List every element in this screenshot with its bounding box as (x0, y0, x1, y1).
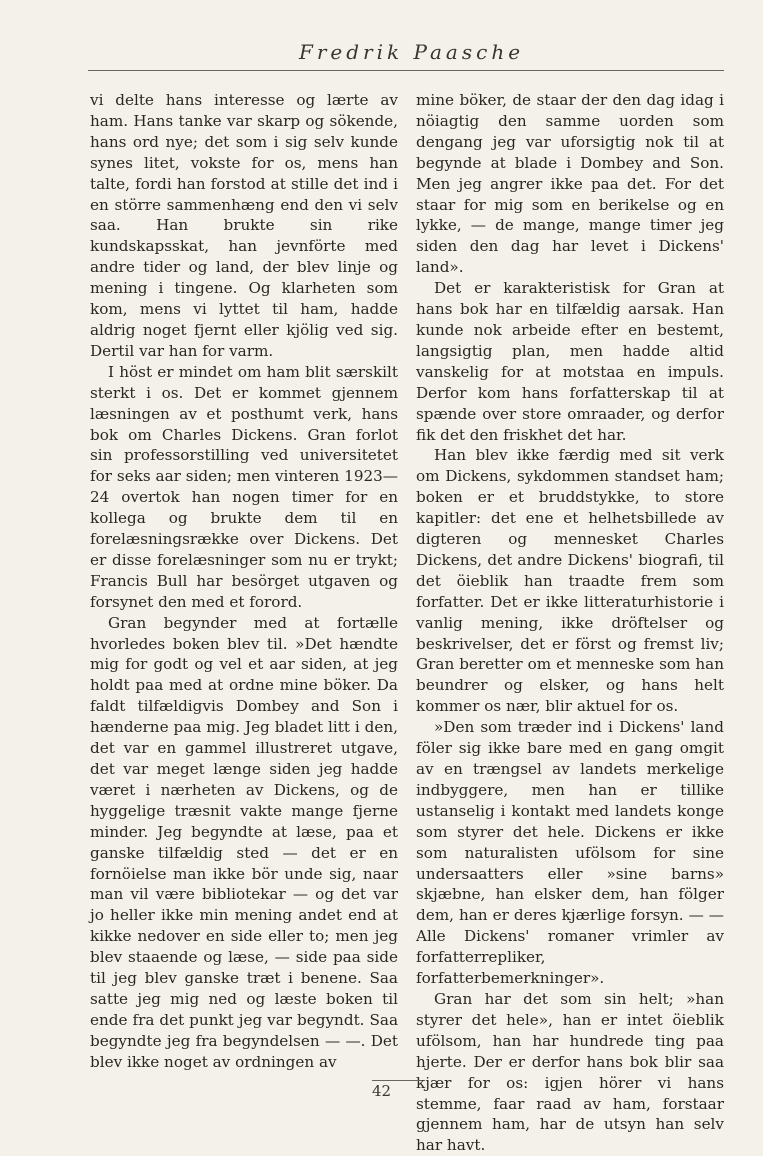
left-column (90, 90, 398, 1073)
running-head: Fredrik Paasche (298, 40, 525, 64)
header-rule (88, 70, 724, 71)
paragraph: I höst er mindet om ham blit særskilt sterkt i os. Det er kommet gjennem læsningen av et posthumt verk, hans bok om Charles Dickens. Gran forlot sin professorstilling ved universitetet for seks aar siden; men vinteren 1923—24 overtok han nogen timer for en kollega og brukte dem til en forelæsningsrække over Dickens. Det er disse forelæsninger som nu er trykt; Francis Bull har besörget utgaven og forsynet den med et forord. (90, 362, 398, 611)
paragraph: Det er karakteristisk for Gran at hans bok har en tilfældig aarsak. Han kunde nok arbeide efter en bestemt, langsigtig plan, men hadde altid vanskelig for at motstaa en impuls. Derfor kom hans forfatterskap til at spænde over store omraader, og derfor fik det den friskhet det har. (416, 279, 724, 444)
paragraph: »Den som træder ind i Dickens' land föler sig ikke bare med en gang omgit av en trængsel av landets merkelige indbyggere, men han er tillike ustanselig i kontakt med landets konge som styrer det hele. Dickens er ikke som naturalisten ufölsom for sine undersaatters eller »sine barns» skjæbne, han elsker dem, han fölger dem, han er deres kjærlige forsyn. — — Alle Dickens' romaner vrimler av forfatterrepliker, forfatterbemerkninger». (416, 718, 724, 988)
paragraph: mine böker, de staar der den dag idag i nöiagtig den samme uorden som dengang jeg var uforsigtig nok til at begynde at blade i Dombey and Son. Men jeg angrer ikke paa det. For det staar for mig som en berikelse og en lykke, — de mange, mange timer jeg siden den dag har levet i Dickens' land». (416, 91, 724, 277)
paragraph: vi delte hans interesse og lærte av ham. Hans tanke var skarp og sökende, hans ord nye; det som i sig selv kunde synes litet, vokste for os, mens han talte, fordi han forstod at stille det ind i en större sammenhæng end den vi selv saa. Han brukte sin rike kundskapsskat, han jevnförte med andre tider og land, der blev linje og mening i tingene. Og klarheten som kom, mens vi lyttet til ham, hadde aldrig noget fjernt eller kjölig ved sig. Dertil var han for varm. (90, 91, 398, 360)
paragraph: Gran har det som sin helt; »han styrer det hele», han er intet öieblik ufölsom, han har hundrede ting paa hjerte. Der er derfor hans bok blir saa kjær for os: igjen hörer vi hans stemme, faar raad av ham, forstaar gjennem ham, har de utsyn han selv har havt. (416, 989, 724, 1155)
right-column (416, 90, 724, 1156)
paragraph: Han blev ikke færdig med sit verk om Dickens, sykdommen standset ham; boken er et bruddstykke, to store kapitler: det ene et helhetsbillede av digteren og mennesket Charles Dickens, det andre Dickens' biografi, til det öieblik han traadte frem som forfatter. Det er ikke litteraturhistorie i vanlig mening, ikke dröftelser og beskrivelser, det er först og fremst liv; Gran beretter om et menneske som han beundrer og elsker, og hans helt kommer os nær, blir aktuel for os. (416, 446, 724, 716)
paragraph: Gran begynder med at fortælle hvorledes boken blev til. »Det hændte mig for godt og vel et aar siden, at jeg holdt paa med at ordne mine böker. Da faldt tilfældigvis Dombey and Son i hænderne paa mig. Jeg bladet litt i den, det var en gammel illustreret utgave, det var meget længe siden jeg hadde været i nærheten av Dickens, og de hyggelige træsnit vakte mange fjerne minder. Jeg begyndte at læse, paa et ganske tilfældig sted — det er en fornöielse man ikke bör unde sig, naar man vil være bibliotekar — og det var jo heller ikke min mening andet end at kikke nedover en side eller to; men jeg blev staaende og læse, — side paa side til jeg blev ganske træt i benene. Saa satte jeg mig ned og læste boken til ende fra det punkt jeg var begyndt. Saa begyndte jeg fra begyndelsen — —. Det blev ikke noget av ordningen av (90, 613, 398, 1071)
footer-rule (372, 1080, 422, 1081)
page-number: 42 (371, 1082, 392, 1100)
